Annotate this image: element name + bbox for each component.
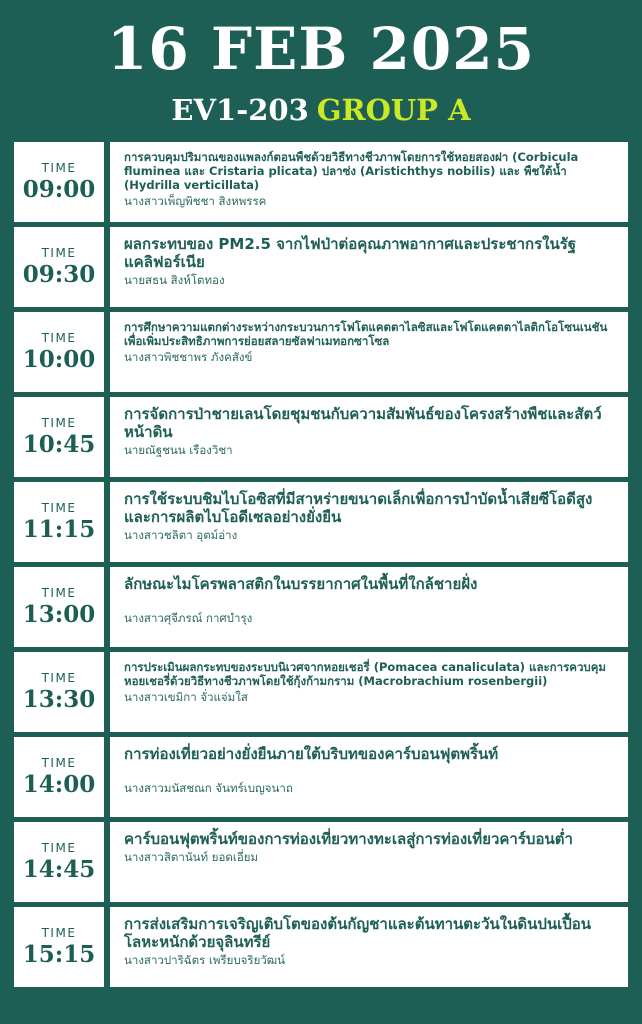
time-label: TIME xyxy=(41,670,77,685)
time-box xyxy=(14,822,104,902)
session-time: 10:45 xyxy=(22,430,96,458)
session-time: 09:30 xyxy=(22,260,96,288)
talk-title: การจัดการป่าชายเลนโดยชุมชนกับความสัมพันธ์ของโครงสร้างพืชและสัตว์หน้าดิน xyxy=(124,405,602,441)
time-box xyxy=(14,737,104,817)
schedule-row xyxy=(14,652,628,732)
schedule-row xyxy=(14,822,628,902)
room-group-subtitle xyxy=(0,90,642,130)
schedule-row xyxy=(14,907,628,987)
time-label: TIME xyxy=(41,500,77,515)
session-time: 14:45 xyxy=(22,855,96,883)
talk-card xyxy=(110,482,628,562)
talk-title: ลักษณะไมโครพลาสติกในบรรยากาศในพื้นที่ใกล้ชายฝั่ง xyxy=(124,575,478,593)
time-box xyxy=(14,567,104,647)
talk-title: การใช้ระบบชิมไบโอซิสที่มีสาหร่ายขนาดเล็กเพื่อการบำบัดน้ำเสียซีโอดีสูงและการผลิตไบโอดีเซลอย่างยั่งยืน xyxy=(124,490,593,526)
speaker-name: นางสาวเพ็ญพิชชา สิงหพรรค xyxy=(124,194,267,208)
time-label: TIME xyxy=(41,160,77,175)
time-label: TIME xyxy=(41,925,77,940)
room-code: EV1-203 xyxy=(171,93,309,127)
speaker-name: นางสาวมนัสชณก จันทร์เบญจนาถ xyxy=(124,781,293,795)
speaker-name: นางสาวปาริฉัตร เพรียบจริยวัฒน์ xyxy=(124,953,286,967)
talk-card xyxy=(110,227,628,307)
schedule-list xyxy=(14,142,628,992)
time-label: TIME xyxy=(41,245,77,260)
time-box xyxy=(14,142,104,222)
speaker-name: นางสาวพิชชาพร ภังคสังข์ xyxy=(124,350,253,364)
time-box xyxy=(14,482,104,562)
talk-card xyxy=(110,142,628,222)
session-time: 09:00 xyxy=(22,175,96,203)
talk-card xyxy=(110,652,628,732)
talk-card xyxy=(110,907,628,987)
time-label: TIME xyxy=(41,330,77,345)
session-time: 14:00 xyxy=(22,770,96,798)
time-label: TIME xyxy=(41,415,77,430)
talk-card xyxy=(110,737,628,817)
talk-title: คาร์บอนฟุตพริ้นท์ของการท่องเที่ยวทางทะเลสู่การท่องเที่ยวคาร์บอนต่ำ xyxy=(124,830,573,848)
talk-title: การประเมินผลกระทบของระบบนิเวศจากหอยเชอรี่ (Pomacea canaliculata) และการควบคุมหอยเชอรี่ด้วยวิธีทางชีวภาพโดยใช้กุ้งก้ามกราม (Macrobrachium rosenbergii) xyxy=(124,660,606,688)
talk-card xyxy=(110,822,628,902)
event-date-title: 16 FEB 2025 xyxy=(107,15,535,83)
talk-card xyxy=(110,397,628,477)
group-label: GROUP A xyxy=(316,93,471,127)
time-label: TIME xyxy=(41,840,77,855)
speaker-name: นางสาวศุจีภรณ์ กาศบำรุง xyxy=(124,611,253,625)
session-time: 13:30 xyxy=(22,685,96,713)
time-box xyxy=(14,907,104,987)
talk-title: การท่องเที่ยวอย่างยั่งยืนภายใต้บริบทของคาร์บอนฟุตพริ้นท์ xyxy=(124,745,499,763)
talk-title: ผลกระทบของ PM2.5 จากไฟป่าต่อคุณภาพอากาศและประชากรในรัฐแคลิฟอร์เนีย xyxy=(124,235,577,271)
session-time: 15:15 xyxy=(22,940,96,968)
schedule-row xyxy=(14,312,628,392)
schedule-row xyxy=(14,142,628,222)
talk-title: การส่งเสริมการเจริญเติบโตของต้นกัญชาและต้นทานตะวันในดินปนเปื้อนโลหะหนักด้วยจุลินทรีย์ xyxy=(124,915,592,951)
speaker-name: นางสาวสิตานันท์ ยอดเอี่ยม xyxy=(124,850,259,864)
session-time: 13:00 xyxy=(22,600,96,628)
schedule-row xyxy=(14,737,628,817)
time-label: TIME xyxy=(41,755,77,770)
schedule-row xyxy=(14,227,628,307)
speaker-name: นายณัฐชนน เรืองวิชา xyxy=(124,443,233,457)
talk-card xyxy=(110,567,628,647)
time-label: TIME xyxy=(41,585,77,600)
time-box xyxy=(14,227,104,307)
speaker-name: นางสาวเขมิกา จั่วแจ่มใส xyxy=(124,690,248,704)
time-box xyxy=(14,652,104,732)
time-box xyxy=(14,312,104,392)
session-time: 11:15 xyxy=(22,515,96,543)
speaker-name: นายสธน สิงห์โตทอง xyxy=(124,273,225,287)
time-box xyxy=(14,397,104,477)
session-time: 10:00 xyxy=(22,345,96,373)
schedule-row xyxy=(14,482,628,562)
speaker-name: นางสาวชลิตา อุตม์อ่าง xyxy=(124,528,238,542)
talk-title: การควบคุมปริมาณของแพลงก์ตอนพืชด้วยวิธีทางชีวภาพโดยการใช้หอยสองฝา (Corbicula fluminea และ Cristaria plicata) ปลาซ่ง (Aristichthys nobilis) และ พืชใต้น้ำ (Hydrilla verticillata) xyxy=(124,150,579,192)
talk-title: การศึกษาความแตกต่างระหว่างกระบวนการโฟโตแคตตาไลซิสและโฟโตแคตตาไลติกโอโซนเนชันเพื่อเพิ่มประสิทธิภาพการย่อยสลายซัลฟาเมทอกซาโซล xyxy=(124,320,608,348)
schedule-row xyxy=(14,567,628,647)
talk-card xyxy=(110,312,628,392)
schedule-row xyxy=(14,397,628,477)
